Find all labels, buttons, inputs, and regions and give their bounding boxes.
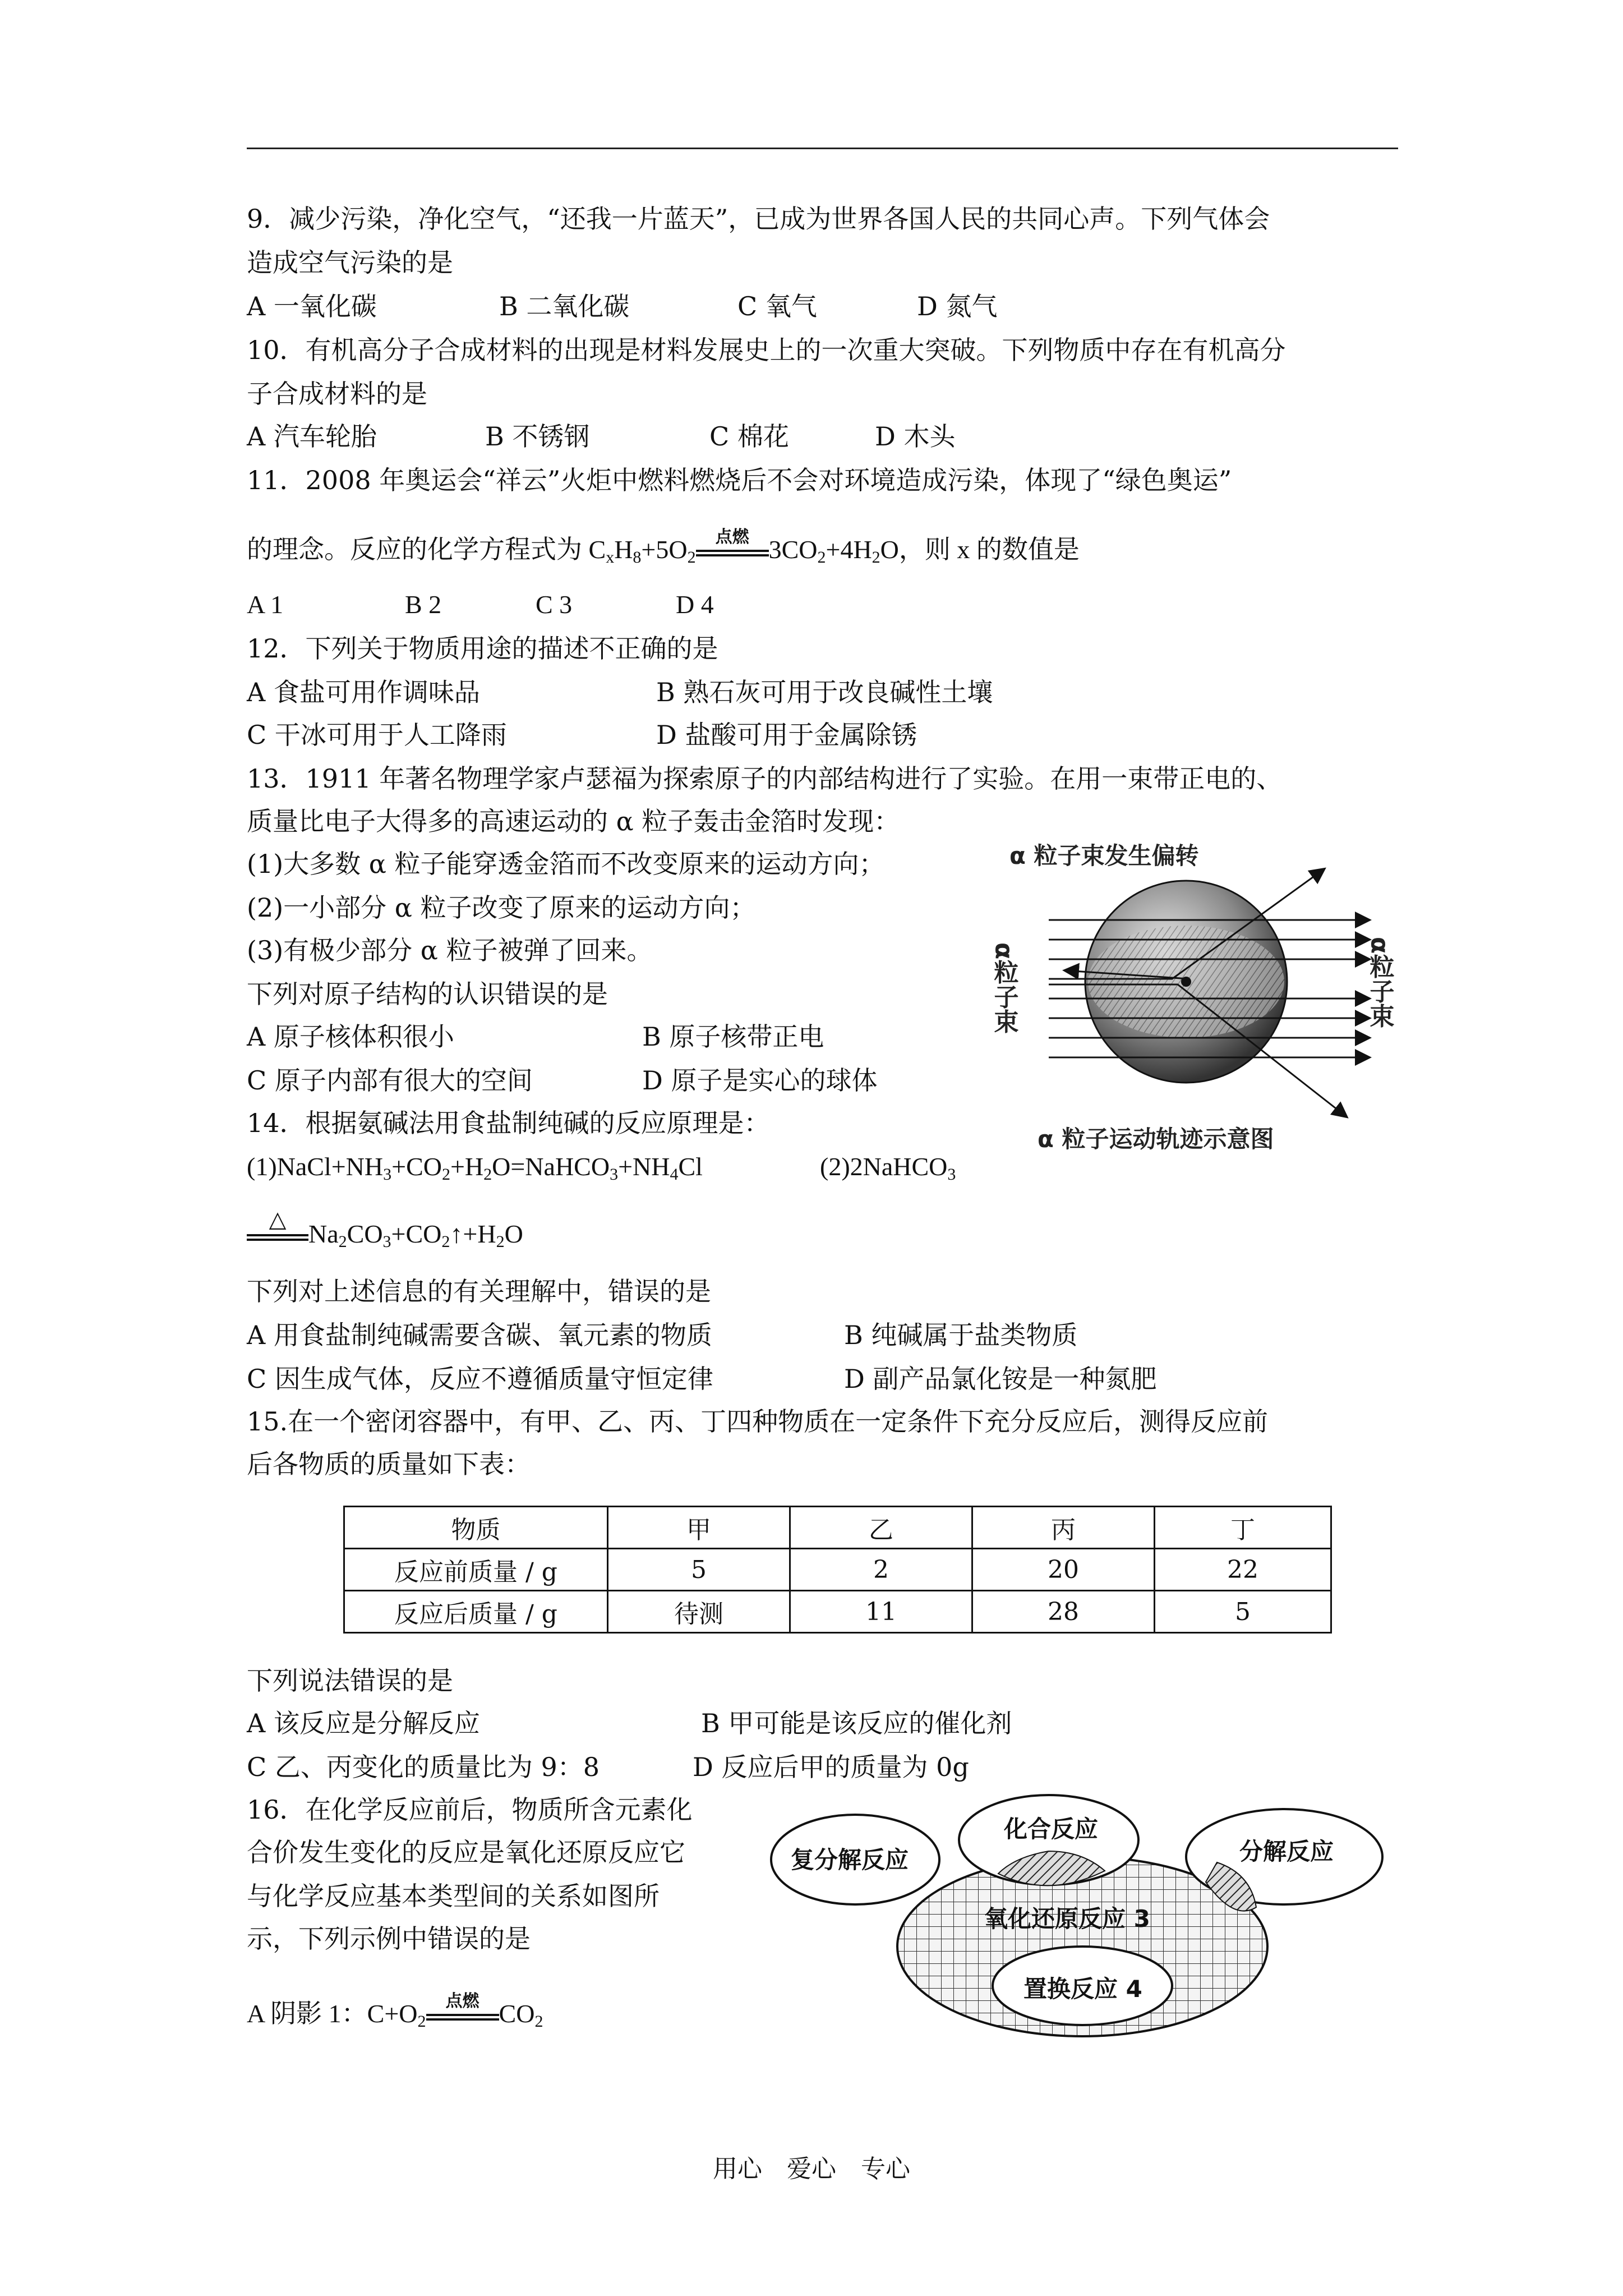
table-header-cell: 丙 xyxy=(972,1507,1155,1549)
q11-option-d: D 4 xyxy=(676,590,714,619)
reaction-types-figure xyxy=(768,1778,1402,2042)
q13-point-3: (3)有极少部分 α 粒子被弹了回来。 xyxy=(247,935,653,965)
table-cell: 5 xyxy=(1155,1591,1331,1633)
q10-stem-line2: 子合成材料的是 xyxy=(247,379,427,409)
eq-part: CO xyxy=(347,1220,383,1248)
q14-equation-1 xyxy=(247,1150,703,1184)
q11-eq-part: O，则 x 的数值是 xyxy=(880,535,1080,564)
table-row xyxy=(344,1591,1331,1633)
table-header-cell: 丁 xyxy=(1155,1507,1331,1549)
eq-sub: 2 xyxy=(417,2012,426,2031)
q9-option-b: B 二氧化碳 xyxy=(499,291,630,321)
eq-part: Cl xyxy=(678,1152,703,1181)
mass-table xyxy=(343,1506,1332,1634)
eq-sub: 2 xyxy=(338,1232,347,1251)
q14-stem: 14．根据氨碱法用食盐制纯碱的反应原理是： xyxy=(247,1108,770,1138)
q11-eq-sub: x xyxy=(606,548,615,567)
q12-stem: 12．下列关于物质用途的描述不正确的是 xyxy=(247,633,718,664)
q14-option-d: D 副产品氯化铵是一种氮肥 xyxy=(844,1364,1157,1394)
q11-eq-sub: 2 xyxy=(687,548,696,567)
q11-stem-line1: 11．2008 年奥运会“祥云”火炬中燃料燃烧后不会对环境造成污染，体现了“绿色奥运” xyxy=(247,465,1232,495)
table-row xyxy=(344,1549,1331,1591)
table-cell: 2 xyxy=(790,1549,972,1591)
q10-option-b: B 不锈钢 xyxy=(485,421,590,452)
q15-stem-line2: 后各物质的质量如下表： xyxy=(247,1449,531,1479)
q13-stem-line1: 13．1911 年著名物理学家卢瑟福为探索原子的内部结构进行了实验。在用一束带正电的、 xyxy=(247,763,1283,794)
q9-option-c: C 氧气 xyxy=(737,291,817,321)
eq-part: ↑+H xyxy=(450,1220,496,1248)
q13-option-a: A 原子核体积很小 xyxy=(247,1022,454,1052)
q11-eq-sub: 2 xyxy=(817,548,826,567)
table-header-row xyxy=(344,1507,1331,1549)
table-cell: 28 xyxy=(972,1591,1155,1633)
q11-equation-line xyxy=(247,527,1080,567)
q14-option-a: A 用食盐制纯碱需要含碳、氧元素的物质 xyxy=(247,1320,712,1350)
q13-ask: 下列对原子结构的认识错误的是 xyxy=(247,979,608,1009)
table-header-cell: 乙 xyxy=(790,1507,972,1549)
eq-part: O=NaHCO xyxy=(492,1152,610,1181)
q12-option-c: C 干冰可用于人工降雨 xyxy=(247,720,507,750)
q16-option-a xyxy=(247,1991,543,2031)
q11-eq-part: 的理念。反应的化学方程式为 C xyxy=(247,535,606,564)
alpha-scattering-figure xyxy=(987,836,1413,1161)
q15-stem-line1: 15.在一个密闭容器中，有甲、乙、丙、丁四种物质在一定条件下充分反应后，测得反应前 xyxy=(247,1406,1269,1437)
header-rule xyxy=(247,148,1398,149)
reaction-condition xyxy=(247,1207,308,1251)
table-cell: 待测 xyxy=(608,1591,790,1633)
eq-part: +H xyxy=(450,1152,484,1181)
eq-part: O xyxy=(504,1220,523,1248)
q11-option-b: B 2 xyxy=(405,590,442,619)
fig-label-replacement: 置换反应 4 xyxy=(1023,1975,1142,2003)
q15-option-b: B 甲可能是该反应的催化剂 xyxy=(701,1708,1012,1738)
q10-option-c: C 棉花 xyxy=(709,421,789,452)
q16-line4: 示，下列示例中错误的是 xyxy=(247,1924,531,1954)
condition-label: △ xyxy=(269,1207,287,1232)
q14-equation-2-cont xyxy=(247,1207,523,1251)
q9-option-a: A 一氧化碳 xyxy=(247,291,377,321)
table-header-cell: 物质 xyxy=(344,1507,608,1549)
q13-option-d: D 原子是实心的球体 xyxy=(642,1065,878,1096)
eq-part: A 阴影 1：C+O xyxy=(247,1999,418,2028)
eq-part: Na xyxy=(308,1220,339,1248)
q14-option-b: B 纯碱属于盐类物质 xyxy=(844,1320,1078,1350)
table-cell: 11 xyxy=(790,1591,972,1633)
fig-caption: α 粒子运动轨迹示意图 xyxy=(1038,1125,1274,1153)
q11-eq-sub: 2 xyxy=(872,548,880,567)
table-header-cell: 甲 xyxy=(608,1507,790,1549)
fig-label-combination: 化合反应 xyxy=(1004,1815,1099,1843)
eq-part: (2)2NaHCO xyxy=(820,1152,948,1181)
q15-option-a: A 该反应是分解反应 xyxy=(247,1708,480,1738)
eq-part: CO xyxy=(499,1999,535,2028)
eq-sub: 2 xyxy=(496,1232,505,1251)
q11-eq-part: +5O xyxy=(641,535,688,564)
page-footer: 用心 爱心 专心 xyxy=(713,2155,910,2183)
fig-label-double-decomposition: 复分解反应 xyxy=(791,1846,909,1874)
q14-ask: 下列对上述信息的有关理解中，错误的是 xyxy=(247,1276,711,1306)
q13-stem-line2: 质量比电子大得多的高速运动的 α 粒子轰击金箔时发现： xyxy=(247,806,900,836)
q13-option-b: B 原子核带正电 xyxy=(642,1022,824,1052)
q14-option-c: C 因生成气体，反应不遵循质量守恒定律 xyxy=(247,1364,713,1394)
fig-label-redox: 氧化还原反应 3 xyxy=(984,1905,1150,1932)
eq-part: (1)NaCl+NH xyxy=(247,1152,384,1181)
fig-label-right: α粒子束 xyxy=(1365,937,1394,1028)
q10-option-a: A 汽车轮胎 xyxy=(247,421,377,452)
eq-sub: 4 xyxy=(670,1165,679,1184)
condition-label: 点燃 xyxy=(445,1991,479,2011)
q11-option-c: C 3 xyxy=(536,590,573,619)
q9-option-d: D 氮气 xyxy=(917,291,998,321)
eq-sub: 3 xyxy=(382,1232,391,1251)
eq-sub: 2 xyxy=(534,2012,543,2031)
eq-part: +NH xyxy=(618,1152,670,1181)
q16-line2: 合价发生变化的反应是氧化还原反应它 xyxy=(247,1837,685,1867)
table-cell: 20 xyxy=(972,1549,1155,1591)
q12-option-a: A 食盐可用作调味品 xyxy=(247,677,480,707)
q13-point-1: (1)大多数 α 粒子能穿透金箔而不改变原来的运动方向； xyxy=(247,849,885,879)
fig-label-deflection: α 粒子束发生偏转 xyxy=(1009,842,1199,869)
q13-point-2: (2)一小部分 α 粒子改变了原来的运动方向； xyxy=(247,892,756,923)
reaction-condition xyxy=(696,527,769,567)
q12-option-d: D 盐酸可用于金属除锈 xyxy=(656,720,917,750)
eq-sub: 2 xyxy=(441,1165,450,1184)
table-cell: 反应前质量 / g xyxy=(344,1549,608,1591)
eq-part: +CO xyxy=(391,1220,442,1248)
q11-option-a: A 1 xyxy=(247,590,284,619)
eq-sub: 3 xyxy=(947,1165,956,1184)
q11-eq-part: +4H xyxy=(826,535,872,564)
nucleus xyxy=(1181,977,1191,987)
condition-label: 点燃 xyxy=(715,527,749,547)
table-cell: 22 xyxy=(1155,1549,1331,1591)
q12-option-b: B 熟石灰可用于改良碱性土壤 xyxy=(656,677,993,707)
reaction-condition xyxy=(426,1991,499,2031)
q15-option-d: D 反应后甲的质量为 0g xyxy=(693,1752,969,1782)
eq-sub: 3 xyxy=(610,1165,619,1184)
q11-eq-part: 3CO xyxy=(768,535,818,564)
q16-line3: 与化学反应基本类型间的关系如图所 xyxy=(247,1881,660,1911)
fig-label-left: α粒子束 xyxy=(989,942,1018,1034)
eq-sub: 3 xyxy=(383,1165,392,1184)
q16-line1: 16．在化学反应前后，物质所含元素化 xyxy=(247,1795,693,1825)
q9-stem-line1: 9．减少污染，净化空气，“还我一片蓝天”，已成为世界各国人民的共同心声。下列气体会 xyxy=(247,204,1270,234)
q11-eq-part: H xyxy=(614,535,633,564)
eq-sub: 2 xyxy=(441,1232,450,1251)
q9-stem-line2: 造成空气污染的是 xyxy=(247,247,453,278)
q10-option-d: D 木头 xyxy=(875,421,956,452)
eq-part: +CO xyxy=(391,1152,442,1181)
q11-eq-sub: 8 xyxy=(633,548,642,567)
q15-ask: 下列说法错误的是 xyxy=(247,1665,453,1696)
q13-option-c: C 原子内部有很大的空间 xyxy=(247,1065,533,1096)
q15-option-c: C 乙、丙变化的质量比为 9：8 xyxy=(247,1752,600,1782)
table-cell: 5 xyxy=(608,1549,790,1591)
fig-label-decomposition: 分解反应 xyxy=(1239,1838,1334,1865)
q10-stem-line1: 10．有机高分子合成材料的出现是材料发展史上的一次重大突破。下列物质中存在有机高分 xyxy=(247,335,1286,365)
eq-sub: 2 xyxy=(483,1165,492,1184)
table-cell: 反应后质量 / g xyxy=(344,1591,608,1633)
q14-equation-2-start xyxy=(820,1150,956,1184)
